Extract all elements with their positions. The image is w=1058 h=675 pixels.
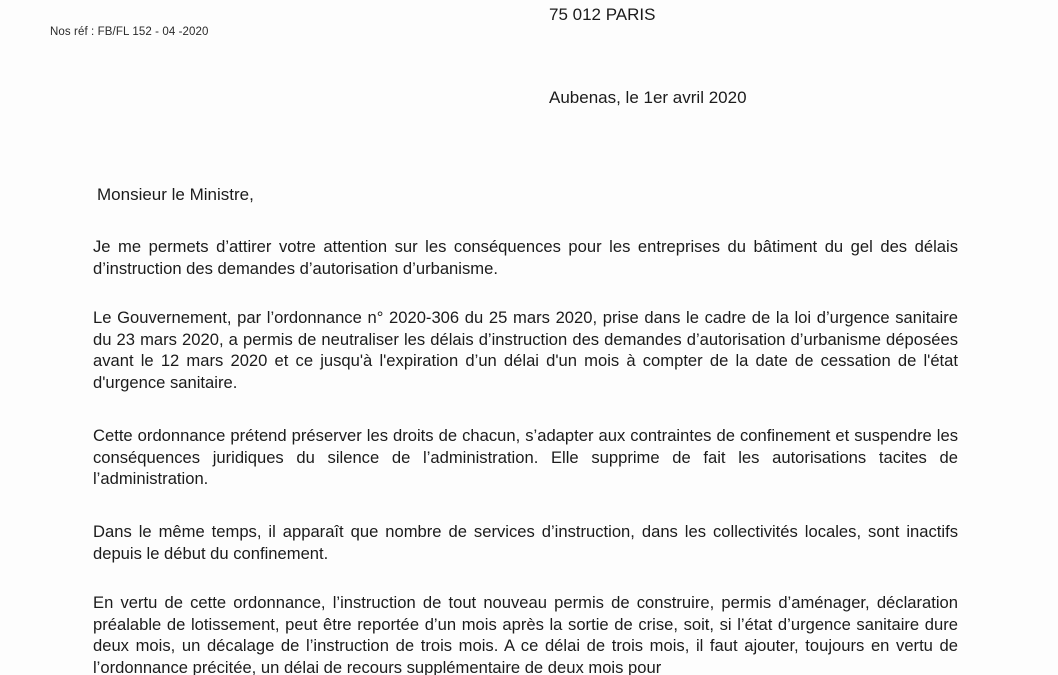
paragraph-5: En vertu de cette ordonnance, l’instruction de tout nouveau permis de construire, permis d’aménager, déclaration préalable de lotissement, peut être reportée d’un mois après la sortie de crise, soit, si l’état d’urgence sanitaire dure deux mois, un décalage de l’instruction de trois mois. A ce délai de trois mois, il faut ajouter, toujours en vertu de l’ordonnance précitée, un délai de recours supplémentaire de deux mois pour (93, 593, 958, 675)
place-and-date: Aubenas, le 1er avril 2020 (549, 88, 747, 107)
paragraph-3: Cette ordonnance prétend préserver les droits de chacun, s’adapter aux contraintes de confinement et suspendre les conséquences juridiques du silence de l’administration. Elle supprime de fait les autorisations tacites de l’administration. (93, 426, 958, 488)
paragraph-4: Dans le même temps, il apparaît que nombre de services d’instruction, dans les collectivités locales, sont inactifs depuis le début du confinement. (93, 522, 958, 563)
paragraph-1: Je me permets d’attirer votre attention sur les conséquences pour les entreprises du bâtiment du gel des délais d’instruction des demandes d’autorisation d’urbanisme. (93, 237, 958, 278)
recipient-address-line: 75 012 PARIS (549, 5, 656, 24)
reference-number: Nos réf : FB/FL 152 - 04 -2020 (50, 26, 209, 38)
salutation: Monsieur le Ministre, (97, 185, 254, 204)
paragraph-2: Le Gouvernement, par l’ordonnance n° 2020-306 du 25 mars 2020, prise dans le cadre de la loi d’urgence sanitaire du 23 mars 2020, a permis de neutraliser les délais d’instruction des demandes d’autorisation d’urbanisme déposées avant le 12 mars 2020 et ce jusqu'à l'expiration d’un délai d'un mois à compter de la date de cessation de l'état d'urgence sanitaire. (93, 308, 958, 392)
